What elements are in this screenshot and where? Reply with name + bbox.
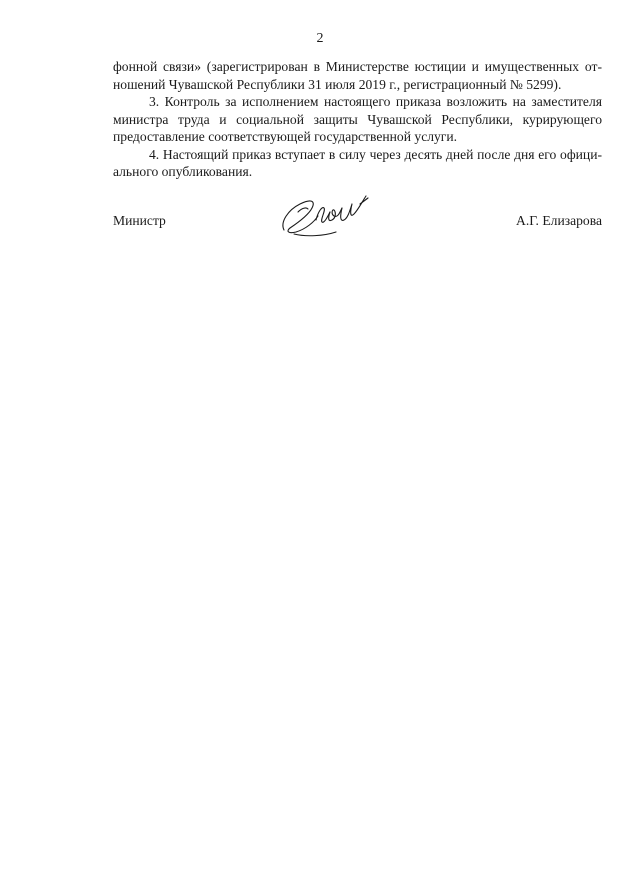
text-line: 4. Настоящий приказ вступает в силу через десять дней после дня его офици- [149,146,602,162]
text-line: фонной связи» (зарегистрирован в Министерстве юстиции и имущественных от- [113,59,602,74]
text-line: министра труда и социальной защиты Чувашской Республики, курирующего [113,111,602,127]
signatory-name: А.Г. Елизарова [516,213,602,228]
paragraph-1 [113,58,602,93]
signatory-title: Министр [113,213,166,228]
page-number: 2 [316,31,324,46]
text-line: ального опубликования. [113,164,253,179]
document-body [113,58,602,181]
paragraph-2 [113,93,602,146]
handwritten-signature-icon [276,190,372,242]
text-line: 3. Контроль за исполнением настоящего приказа возложить на заместителя [149,94,602,109]
text-line: ношений Чувашской Республики 31 июля 2019 г., регистрационный № 5299). [113,76,562,92]
paragraph-3 [113,146,602,181]
text-line: предоставление соответствующей государственной услуги. [113,129,458,144]
